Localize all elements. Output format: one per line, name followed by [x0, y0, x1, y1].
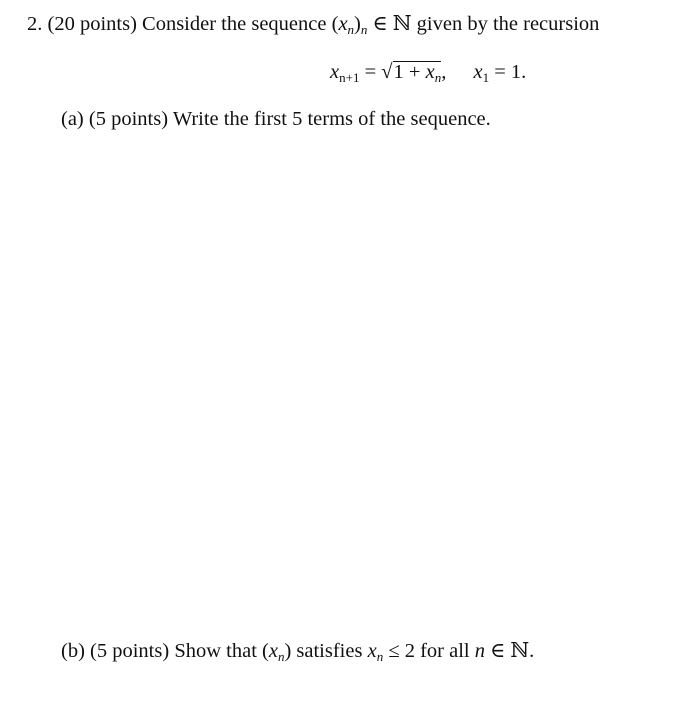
var-x: x — [367, 640, 377, 662]
radicand — [393, 61, 442, 85]
sub: n — [277, 649, 285, 664]
var-x: x — [425, 61, 435, 83]
equals: = — [359, 61, 382, 83]
sqrt-sign: √ — [381, 61, 393, 83]
var-x: x — [330, 61, 340, 83]
set: ∈ ℕ. — [484, 640, 535, 662]
comma: , — [441, 61, 447, 83]
recursion-equation — [330, 60, 526, 84]
initial-condition: = 1. — [489, 61, 527, 83]
sub: 1 — [482, 70, 490, 85]
var-x: x — [473, 61, 483, 83]
problem-points: (20 points) — [47, 13, 137, 35]
part-a — [61, 107, 491, 131]
inequality: ≤ 2 for all — [383, 640, 475, 662]
problem-intro-end: ∈ ℕ given by the recursion — [367, 13, 600, 35]
part-b-text: ) satisfies — [284, 640, 368, 662]
sub: n — [376, 649, 384, 664]
part-a-label: (a) — [61, 108, 84, 130]
sub: n+1 — [339, 70, 360, 85]
part-b-points: (5 points) — [90, 640, 170, 662]
var-x: x — [338, 13, 348, 35]
var-x: x — [268, 640, 278, 662]
problem-statement — [27, 12, 599, 36]
sub-n: n — [360, 22, 368, 37]
part-a-points: (5 points) — [88, 108, 169, 130]
part-b — [61, 639, 534, 663]
var-n: n — [474, 640, 485, 662]
problem-intro: Consider the sequence ( — [142, 13, 339, 35]
sub-n: n — [347, 22, 355, 37]
paren: ) — [354, 13, 361, 35]
radicand-text: 1 + — [393, 61, 426, 83]
part-b-label: (b) — [61, 640, 85, 662]
part-b-text: Show that ( — [174, 640, 269, 662]
sub: n — [434, 70, 442, 85]
part-a-text: Write the first 5 terms of the sequence. — [172, 108, 491, 130]
problem-number: 2. — [27, 13, 43, 35]
